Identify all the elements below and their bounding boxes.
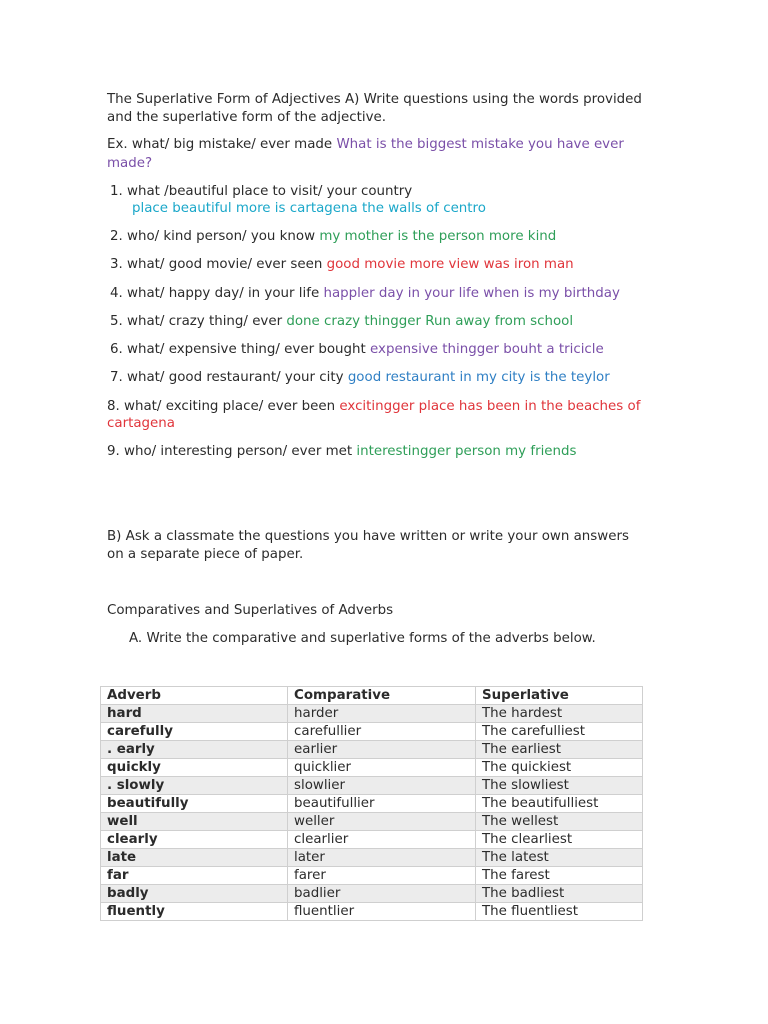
item-8-answer-cont: cartagena [107, 416, 175, 431]
item-1-prompt: 1. what /beautiful place to visit/ your country [110, 184, 413, 199]
table-row [101, 795, 643, 813]
item-7-answer: good restaurant in my city is the teylor [347, 370, 610, 385]
superlative-cell: The carefulliest [476, 723, 643, 741]
superlative-cell: The fluentliest [476, 903, 643, 921]
item-3-prompt: 3. what/ good movie/ ever seen [110, 257, 327, 272]
table-header-row [101, 687, 643, 705]
intro-line-2: and the superlative form of the adjective. [107, 110, 386, 125]
table-row [101, 813, 643, 831]
adverb-cell: fluently [101, 903, 288, 921]
item-3-answer: good movie more view was iron man [326, 257, 574, 272]
comparative-cell: badlier [288, 885, 476, 903]
superlative-cell: The slowliest [476, 777, 643, 795]
part-b-line-1: B) Ask a classmate the questions you have written or write your own answers [107, 529, 629, 544]
adverb-cell: . slowly [101, 777, 288, 795]
comparative-cell: carefullier [288, 723, 476, 741]
table-row [101, 867, 643, 885]
superlative-cell: The beautifulliest [476, 795, 643, 813]
part-b-line-2: on a separate piece of paper. [107, 547, 304, 562]
comparative-cell: beautifullier [288, 795, 476, 813]
header-comparative: Comparative [288, 687, 476, 705]
table-row [101, 705, 643, 723]
header-adverb: Adverb [101, 687, 288, 705]
superlative-cell: The wellest [476, 813, 643, 831]
superlative-cell: The hardest [476, 705, 643, 723]
example-prompt: Ex. what/ big mistake/ ever made [107, 137, 337, 152]
item-2 [110, 228, 556, 246]
adverbs-table [100, 686, 643, 921]
intro-line-1: The Superlative Form of Adjectives A) Write questions using the words provided [107, 92, 642, 107]
superlative-cell: The badliest [476, 885, 643, 903]
comparative-cell: slowlier [288, 777, 476, 795]
example-answer: What is the biggest mistake you have ever [336, 137, 624, 152]
adverb-cell: clearly [101, 831, 288, 849]
item-8 [107, 398, 640, 416]
adverbs-instruction: A. Write the comparative and superlative forms of the adverbs below. [129, 631, 596, 646]
item-8-answer: excitingger place has been in the beaches of [339, 399, 641, 414]
table-row [101, 885, 643, 903]
adverb-cell: badly [101, 885, 288, 903]
item-6 [110, 341, 604, 359]
table-row [101, 849, 643, 867]
adverb-cell: carefully [101, 723, 288, 741]
comparative-cell: quicklier [288, 759, 476, 777]
table-row [101, 831, 643, 849]
item-9 [107, 443, 577, 461]
table-row [101, 903, 643, 921]
comparative-cell: harder [288, 705, 476, 723]
adverb-cell: well [101, 813, 288, 831]
example-answer-cont: made? [107, 156, 153, 171]
adverbs-section-title: Comparatives and Superlatives of Adverbs [107, 603, 394, 618]
comparative-cell: clearlier [288, 831, 476, 849]
superlative-cell: The clearliest [476, 831, 643, 849]
adverb-cell: far [101, 867, 288, 885]
table-row [101, 777, 643, 795]
item-7-prompt: 7. what/ good restaurant/ your city [110, 370, 348, 385]
item-6-prompt: 6. what/ expensive thing/ ever bought [110, 342, 371, 357]
table-row [101, 759, 643, 777]
item-2-prompt: 2. who/ kind person/ you know [110, 229, 320, 244]
item-5 [110, 313, 573, 331]
comparative-cell: farer [288, 867, 476, 885]
comparative-cell: earlier [288, 741, 476, 759]
item-2-answer: my mother is the person more kind [319, 229, 557, 244]
item-5-answer: done crazy thingger Run away from school [286, 314, 574, 329]
adverb-cell: beautifully [101, 795, 288, 813]
comparative-cell: later [288, 849, 476, 867]
item-6-answer: expensive thingger bouht a tricicle [370, 342, 604, 357]
item-4 [110, 285, 620, 303]
table-row [101, 741, 643, 759]
adverb-cell: . early [101, 741, 288, 759]
example-line [107, 136, 624, 154]
item-9-prompt: 9. who/ interesting person/ ever met [107, 444, 357, 459]
item-4-prompt: 4. what/ happy day/ in your life [110, 286, 324, 301]
table-row [101, 723, 643, 741]
superlative-cell: The latest [476, 849, 643, 867]
superlative-cell: The quickiest [476, 759, 643, 777]
item-4-answer: happler day in your life when is my birthday [323, 286, 620, 301]
comparative-cell: fluentlier [288, 903, 476, 921]
superlative-cell: The farest [476, 867, 643, 885]
adverb-cell: hard [101, 705, 288, 723]
superlative-cell: The earliest [476, 741, 643, 759]
item-5-prompt: 5. what/ crazy thing/ ever [110, 314, 287, 329]
adverb-cell: quickly [101, 759, 288, 777]
item-3 [110, 256, 574, 274]
item-1-answer: place beautiful more is cartagena the walls of centro [132, 201, 486, 216]
item-8-prompt: 8. what/ exciting place/ ever been [107, 399, 340, 414]
header-superlative: Superlative [476, 687, 643, 705]
adverb-cell: late [101, 849, 288, 867]
item-9-answer: interestingger person my friends [356, 444, 577, 459]
item-7 [110, 369, 610, 387]
comparative-cell: weller [288, 813, 476, 831]
